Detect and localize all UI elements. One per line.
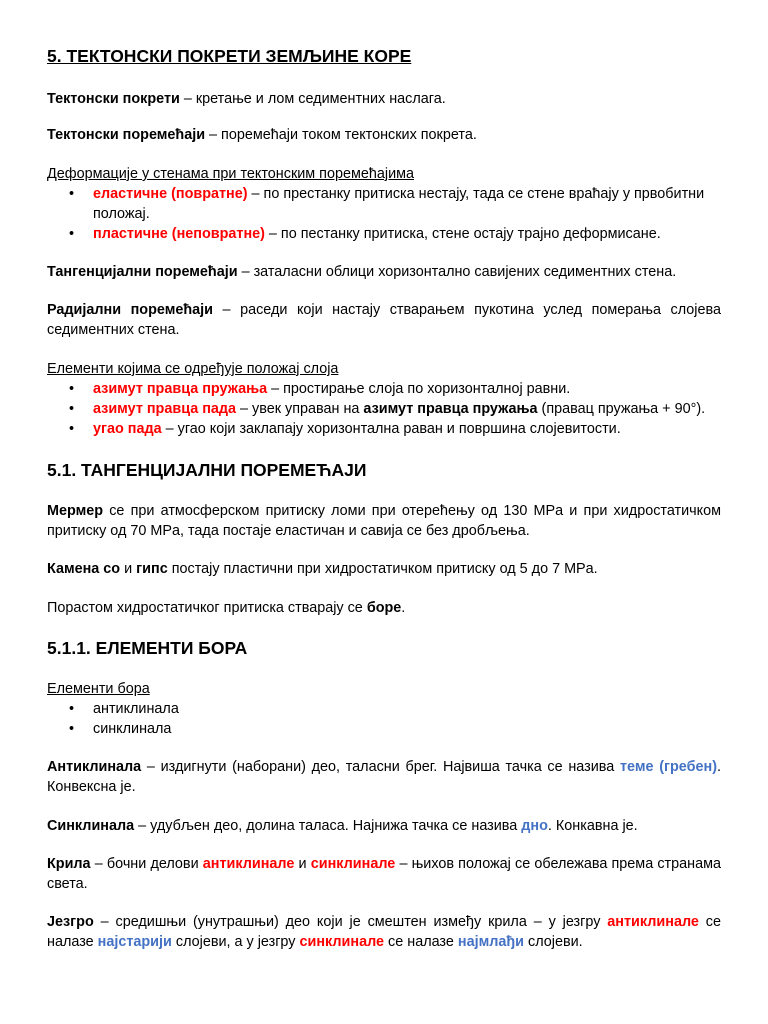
text: се налазе: [384, 934, 458, 950]
bullet-icon: •: [69, 401, 75, 417]
term: угао пада: [93, 421, 162, 437]
para-core: [47, 912, 721, 952]
definition: се при атмосферском притиску ломи при отерећењу од 130 MPa и при хидростатичком притиску од 70 MPa, тада постаје еластичан и савија се без дробљења.: [47, 503, 721, 539]
fold-elements-title: Елементи бора: [47, 681, 150, 697]
term: Антиклинала: [47, 759, 142, 775]
text: се налазе: [47, 914, 721, 950]
heading-fold-elements: 5.1.1. ЕЛЕМЕНТИ БОРА: [47, 638, 248, 658]
layer-elements-title: Елементи којима се одређује положај слоја: [47, 361, 339, 377]
term: пластичне (неповратне): [93, 226, 265, 242]
highlight-blue: најстарији: [97, 934, 172, 950]
list-item: [47, 184, 721, 224]
bullet-icon: •: [69, 226, 75, 242]
bullet-icon: •: [69, 721, 75, 737]
list-item: [47, 224, 721, 244]
list-item: [47, 719, 721, 739]
definition: – простирање слоја по хоризонталној равни.: [267, 381, 571, 397]
term: Крила: [47, 856, 91, 872]
term: Тектонски поремећаји: [47, 127, 206, 143]
list-item: [47, 379, 721, 399]
para-marble: [47, 501, 721, 541]
term: Тангенцијални поремећаји: [47, 264, 238, 280]
term: гипс: [136, 561, 168, 577]
para-folds: [47, 598, 721, 618]
para-limbs: [47, 854, 721, 894]
bold-term: боре: [366, 600, 402, 616]
definition: – по престанку притиска нестају, тада се стене враћају у првобитни положај.: [93, 186, 705, 222]
deformations-list: [47, 184, 721, 244]
list-item: [47, 419, 721, 439]
bullet-icon: •: [69, 701, 75, 717]
definition: – поремећаји током тектонских покрета.: [205, 127, 477, 143]
text-end: слојеви.: [524, 934, 583, 950]
connector: и: [120, 561, 137, 577]
text: слојеви, а у језгру: [171, 934, 300, 950]
term: Језгро: [47, 914, 94, 930]
bullet-icon: •: [69, 186, 75, 202]
bold-term: азимут правца пружања: [363, 401, 538, 417]
text: и: [294, 856, 311, 872]
bullet-icon: •: [69, 381, 75, 397]
highlight-red: синклинале: [310, 856, 396, 872]
para-tectonic-disturbances: [47, 125, 721, 145]
para-rock-salt: [47, 559, 721, 579]
para-tectonic-movements: [47, 89, 721, 109]
text: Порастом хидростатичког притиска стварају се: [47, 600, 367, 616]
text-end: . Конвексна је.: [47, 759, 721, 795]
definition: – издигнути (наборани) део, таласни брег. Највиша тачка се назива: [141, 759, 620, 775]
highlight-blue: дно: [521, 818, 548, 834]
list-item: [47, 699, 721, 719]
term: Мермер: [47, 503, 104, 519]
definition-end: (правац пружања + 90°).: [537, 401, 706, 417]
para-tangential: [47, 262, 721, 282]
heading-tectonic-movements: 5. ТЕКТОНСКИ ПОКРЕТИ ЗЕМЉИНЕ КОРЕ: [47, 46, 412, 66]
term: Синклинала: [47, 818, 135, 834]
layer-elements-list: [47, 379, 721, 439]
text: – бочни делови: [90, 856, 203, 872]
item-label: антиклинала: [93, 701, 179, 717]
text: – средишњи (унутрашњи) део који је смештен између крила – у језгру: [93, 914, 608, 930]
definition: – увек управан на: [236, 401, 364, 417]
highlight-red: антиклинале: [607, 914, 699, 930]
term: еластичне (повратне): [93, 186, 248, 202]
text-end: – њихов положај се обележава према странама света.: [47, 856, 721, 892]
definition: – угао који заклапају хоризонтална раван и површина слојевитости.: [161, 421, 621, 437]
definition: постају пластични при хидростатичком притиску од 5 до 7 MPa.: [167, 561, 598, 577]
term: азимут правца пада: [93, 401, 237, 417]
definition: – раседи који настају стварањем пукотина услед померања слојева седиментних стена.: [47, 302, 721, 338]
highlight-red: антиклинале: [202, 856, 295, 872]
term: Камена со: [47, 561, 121, 577]
text-end: .: [401, 600, 406, 616]
term: Радијални поремећаји: [47, 302, 213, 318]
highlight-blue: теме (гребен): [620, 759, 717, 775]
heading-tangential-disturbances: 5.1. ТАНГЕНЦИЈАЛНИ ПОРЕМЕЋАЈИ: [47, 460, 367, 480]
definition: – заталасни облици хоризонтално савијених седиментних стена.: [237, 264, 677, 280]
term: Тектонски покрети: [47, 91, 180, 107]
fold-elements-list: [47, 699, 721, 739]
deformations-title: Деформације у стенама при тектонским поремећајима: [47, 166, 415, 182]
definition: – по пестанку притиска, стене остају трајно деформисане.: [264, 226, 661, 242]
bullet-icon: •: [69, 421, 75, 437]
definition: – кретање и лом седиментних наслага.: [179, 91, 446, 107]
term: азимут правца пружања: [93, 381, 268, 397]
definition: – удубљен део, долина таласа. Најнижа тачка се назива: [134, 818, 522, 834]
text-end: . Конкавна је.: [547, 818, 638, 834]
highlight-blue: најмлађи: [457, 934, 524, 950]
highlight-red: синклинале: [299, 934, 385, 950]
para-radial: [47, 300, 721, 340]
list-item: [47, 399, 721, 419]
para-syncline: [47, 816, 721, 836]
para-anticline: [47, 757, 721, 797]
item-label: синклинала: [93, 721, 172, 737]
